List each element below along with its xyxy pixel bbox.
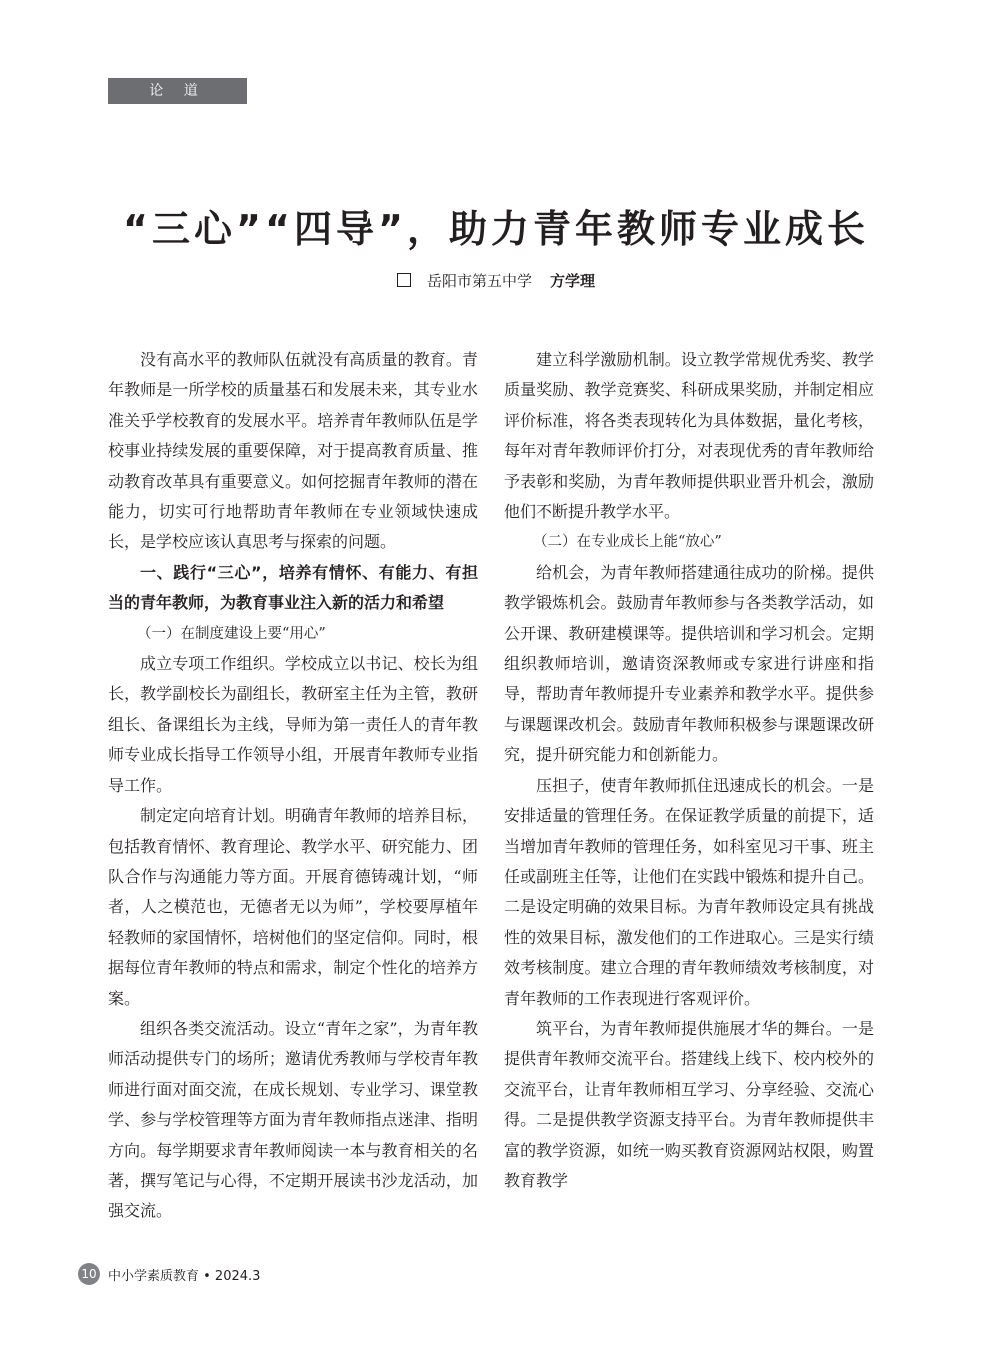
- journal-info: 中小学素质教育 • 2024.3: [108, 1268, 261, 1284]
- page-footer: [78, 1263, 260, 1285]
- paragraph: 压担子，使青年教师抓住迅速成长的机会。一是安排适量的管理任务。在保证教学质量的前提下，适当增加青年教师的管理任务，如科室见习干事、班主任或副班主任等，让他们在实践中锻炼和提升自己。二是设定明确的效果目标。为青年教师设定具有挑战性的效果目标，激发他们的工作进取心。三是实行绩效考核制度。建立合理的青年教师绩效考核制度，对青年教师的工作表现进行客观评价。: [504, 775, 874, 1008]
- section-heading: 一、践行“三心”，培养有情怀、有能力、有担当的青年教师，为教育事业注入新的活力和希望: [108, 562, 478, 613]
- paragraph: 没有高水平的教师队伍就没有高质量的教育。青年教师是一所学校的质量基石和发展未来，其专业水准关乎学校教育的发展水平。培养青年教师队伍是学校事业持续发展的重要保障，对于提高教育质量、推动教育改革具有重要意义。如何挖掘青年教师的潜在能力，切实可行地帮助青年教师在专业领域快速成长，是学校应该认真思考与探索的问题。: [108, 350, 478, 552]
- section-tag: 论 道: [108, 78, 247, 104]
- paragraph: 给机会，为青年教师搭建通往成功的阶梯。提供教学锻炼机会。鼓励青年教师参与各类教学活动，如公开课、教研建模课等。提供培训和学习机会。定期组织教师培训，邀请资深教师或专家进行讲座和指导，帮助青年教师提升专业素养和教学水平。提供参与课题课改机会。鼓励青年教师积极参与课题课改研究，提升研究能力和创新能力。: [504, 562, 874, 765]
- paragraph: 筑平台，为青年教师提供施展才华的舞台。一是提供青年教师交流平台。搭建线上线下、校内校外的交流平台，让青年教师相互学习、分享经验、交流心得。二是提供教学资源支持平台。为青年教师提供丰富的教学资源，如统一购买教育资源网站权限，购置教育教学: [504, 1018, 874, 1190]
- subsection-heading: （一）在制度建设上要“用心”: [137, 625, 326, 642]
- article-title: “三心”“四导”，助力青年教师专业成长: [123, 207, 869, 251]
- subsection-heading: （二）在专业成长上能“放心”: [533, 534, 722, 551]
- author-name: 方学理: [550, 272, 596, 290]
- right-column: [504, 345, 874, 1196]
- paragraph: 成立专项工作组织。学校成立以书记、校长为组长，教学副校长为副组长，教研室主任为主管，教研组长、备课组长为主线，导师为第一责任人的青年教师专业成长指导工作领导小组，开展青年教师专业指导工作。: [108, 654, 478, 795]
- author-school: 岳阳市第五中学: [426, 272, 532, 290]
- paragraph: 建立科学激励机制。设立教学常规优秀奖、教学质量奖励、教学竞赛奖、科研成果奖励，并制定相应评价标准，将各类表现转化为具体数据，量化考核，每年对青年教师评价打分，对表现优秀的青年教师给予表彰和奖励，为青年教师提供职业晋升机会，激励他们不断提升教学水平。: [504, 350, 874, 522]
- byline: [0, 270, 992, 291]
- paragraph: 制定定向培育计划。明确青年教师的培养目标，包括教育情怀、教育理论、教学水平、研究能力、团队合作与沟通能力等方面。开展育德铸魂计划，“师者，人之模范也，无德者无以为师”，学校要厚植年轻教师的家国情怀，培树他们的坚定信仰。同时，根据每位青年教师的特点和需求，制定个性化的培养方案。: [108, 806, 478, 1008]
- page-number: 10: [78, 1263, 100, 1285]
- paragraph: 组织各类交流活动。设立“青年之家”，为青年教师活动提供专门的场所；邀请优秀教师与学校青年教师进行面对面交流，在成长规划、专业学习、课堂教学、参与学校管理等方面为青年教师指点迷津、指明方向。每学期要求青年教师阅读一本与教育相关的名著，撰写笔记与心得，不定期开展读书沙龙活动，加强交流。: [108, 1018, 478, 1221]
- left-column: [108, 345, 478, 1227]
- square-icon: [397, 273, 411, 287]
